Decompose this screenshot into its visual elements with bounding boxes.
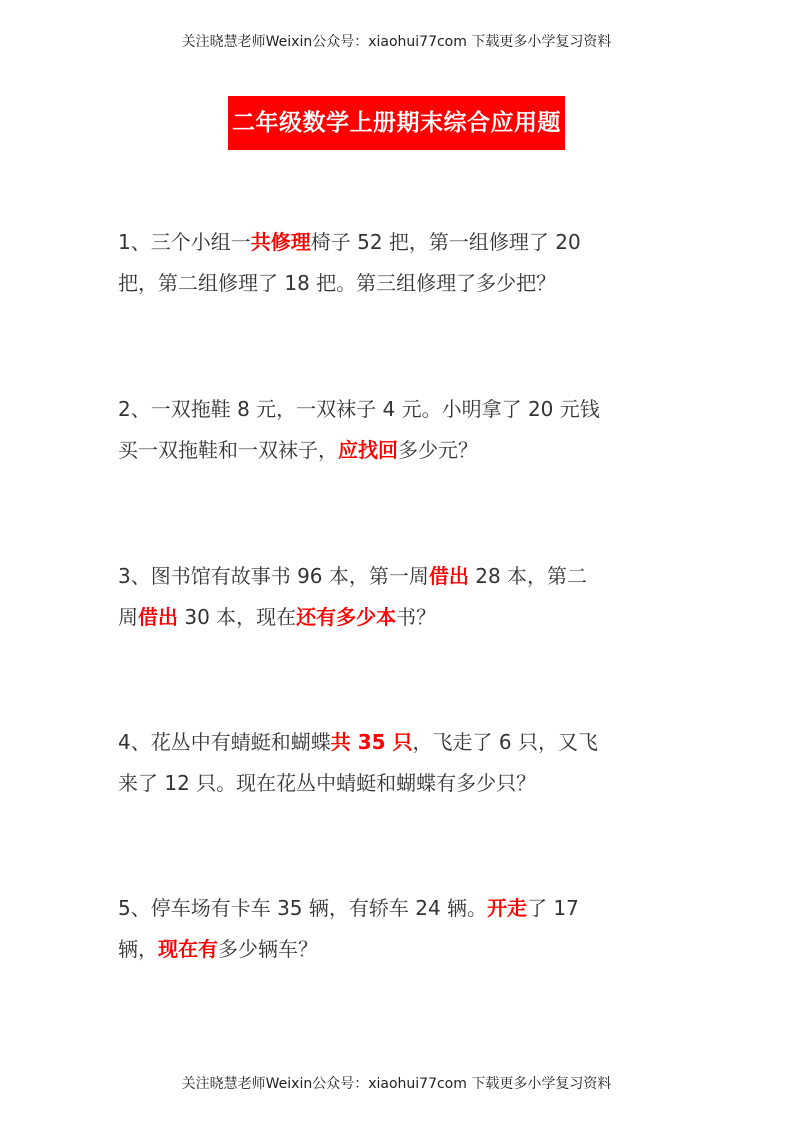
question-line (118, 722, 678, 763)
highlight-text: 共 35 只 (330, 730, 413, 754)
question-text: 多少辆车？ (218, 937, 318, 961)
question-1 (118, 222, 678, 304)
question-line (118, 929, 678, 970)
question-4 (118, 722, 678, 804)
question-5 (118, 888, 678, 970)
question-line (118, 763, 678, 804)
highlight-text: 还有多少本 (296, 605, 397, 629)
question-text: 了 17 (527, 896, 579, 920)
question-text: 来了 12 只。现在花丛中蜻蜓和蝴蝶有多少只？ (118, 771, 537, 795)
question-text: 多少元？ (398, 438, 478, 462)
question-3 (118, 556, 678, 638)
question-line (118, 222, 678, 263)
question-text: 1、三个小组一 (118, 230, 251, 254)
question-line (118, 430, 678, 471)
question-text: 辆， (118, 937, 158, 961)
highlight-text: 借出 (138, 605, 178, 629)
question-text: 买一双拖鞋和一双袜子， (118, 438, 338, 462)
question-text: 3、图书馆有故事书 96 本，第一周 (118, 564, 429, 588)
question-text: 椅子 52 把，第一组修理了 20 (310, 230, 581, 254)
question-line (118, 263, 678, 304)
highlight-text: 借出 (428, 564, 469, 588)
question-text: 周 (118, 605, 138, 629)
question-text: 4、花丛中有蜻蜓和蝴蝶 (118, 730, 331, 754)
highlight-text: 现在有 (158, 937, 218, 961)
question-line (118, 556, 678, 597)
question-text: 把，第二组修理了 18 把。第三组修理了多少把？ (118, 271, 557, 295)
highlight-text: 共修理 (250, 230, 311, 254)
highlight-text: 应找回 (338, 438, 398, 462)
question-text: ，飞走了 6 只，又飞 (412, 730, 598, 754)
page-header: 关注晓慧老师Weixin公众号：xiaohui77com 下载更多小学复习资料 (181, 34, 612, 50)
question-line (118, 389, 678, 430)
question-text: 5、停车场有卡车 35 辆，有轿车 24 辆。 (118, 896, 488, 920)
question-line (118, 888, 678, 929)
question-text: 2、一双拖鞋 8 元，一双袜子 4 元。小明拿了 20 元钱 (118, 397, 600, 421)
question-text: 28 本，第二 (468, 564, 588, 588)
page-footer: 关注晓慧老师Weixin公众号：xiaohui77com 下载更多小学复习资料 (181, 1076, 612, 1092)
question-text: 30 本，现在 (178, 605, 297, 629)
question-text: 书？ (396, 605, 437, 629)
highlight-text: 开走 (487, 896, 528, 920)
page-title: 二年级数学上册期末综合应用题 (228, 96, 565, 150)
question-2 (118, 389, 678, 471)
question-line (118, 597, 678, 638)
title-banner (0, 96, 793, 150)
